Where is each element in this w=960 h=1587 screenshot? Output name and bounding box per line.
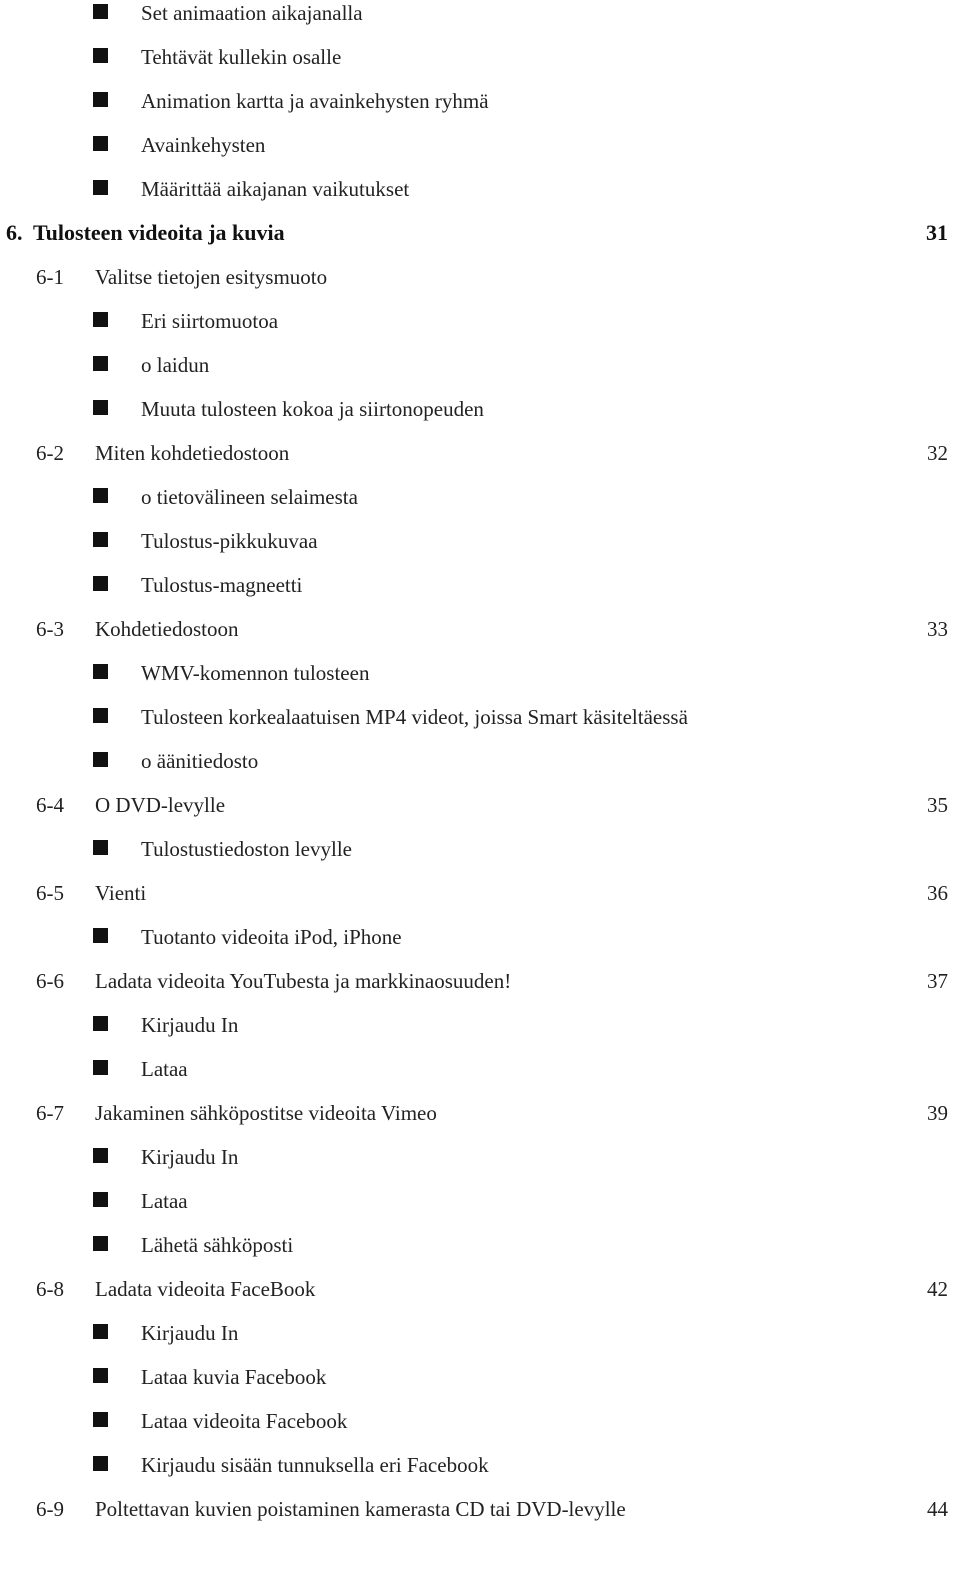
- bullet-item: [0, 1408, 960, 1452]
- square-bullet-icon: [93, 312, 108, 327]
- page-number: 33: [927, 617, 948, 641]
- section-title: Ladata videoita FaceBook: [95, 1277, 316, 1301]
- square-bullet-icon: [93, 1324, 108, 1339]
- square-bullet-icon: [93, 664, 108, 679]
- bullet-item: [0, 1452, 960, 1496]
- bullet-item: [0, 308, 960, 352]
- section-number: 6.: [6, 220, 23, 245]
- bullet-item-text: Lataa videoita Facebook: [141, 1409, 348, 1433]
- bullet-item-text: Kirjaudu In: [141, 1013, 239, 1037]
- bullet-item: [0, 1144, 960, 1188]
- square-bullet-icon: [93, 1016, 108, 1031]
- page-number: 37: [927, 969, 948, 993]
- section-number: 6-8: [36, 1277, 64, 1301]
- section-entry: [0, 880, 960, 924]
- section-number: 6-4: [36, 793, 64, 817]
- section-number: 6-1: [36, 265, 64, 289]
- bullet-item: [0, 484, 960, 528]
- bullet-item-text: Lataa kuvia Facebook: [141, 1365, 327, 1389]
- bullet-item: [0, 1232, 960, 1276]
- bullet-item: [0, 1188, 960, 1232]
- square-bullet-icon: [93, 752, 108, 767]
- section-number: 6-2: [36, 441, 64, 465]
- section-entry: [0, 1276, 960, 1320]
- bullet-item: [0, 528, 960, 572]
- section-title: Miten kohdetiedostoon: [95, 441, 290, 465]
- section-number: 6-9: [36, 1497, 64, 1521]
- bullet-item: [0, 1364, 960, 1408]
- square-bullet-icon: [93, 1148, 108, 1163]
- bullet-item: [0, 1320, 960, 1364]
- square-bullet-icon: [93, 1456, 108, 1471]
- bullet-item: [0, 88, 960, 132]
- bullet-item-text: Lähetä sähköposti: [141, 1233, 294, 1257]
- bullet-item-text: Kirjaudu sisään tunnuksella eri Facebook: [141, 1453, 489, 1477]
- square-bullet-icon: [93, 1236, 108, 1251]
- bullet-item-text: o tietovälineen selaimesta: [141, 485, 358, 509]
- bullet-item: [0, 704, 960, 748]
- bullet-item: [0, 748, 960, 792]
- section-title: Valitse tietojen esitysmuoto: [95, 265, 328, 289]
- bullet-item: [0, 660, 960, 704]
- square-bullet-icon: [93, 4, 108, 19]
- page-number: 44: [927, 1497, 948, 1521]
- square-bullet-icon: [93, 1368, 108, 1383]
- square-bullet-icon: [93, 576, 108, 591]
- square-bullet-icon: [93, 92, 108, 107]
- page-number: 35: [927, 793, 948, 817]
- bullet-item-text: o laidun: [141, 353, 210, 377]
- bullet-item: [0, 836, 960, 880]
- section-entry: [0, 968, 960, 1012]
- section-title: Tulosteen videoita ja kuvia: [33, 220, 285, 245]
- section-title: Poltettavan kuvien poistaminen kamerasta CD tai DVD-levylle: [95, 1497, 626, 1521]
- section-entry: [0, 1496, 960, 1540]
- square-bullet-icon: [93, 136, 108, 151]
- chapter-heading: [0, 220, 960, 264]
- section-number: 6-6: [36, 969, 64, 993]
- bullet-item-text: Eri siirtomuotoa: [141, 309, 279, 333]
- bullet-item-text: Tulostus-magneetti: [141, 573, 303, 597]
- bullet-item-text: Lataa: [141, 1189, 188, 1213]
- bullet-item-text: Muuta tulosteen kokoa ja siirtonopeuden: [141, 397, 484, 421]
- bullet-item-text: Lataa: [141, 1057, 188, 1081]
- bullet-item-text: o äänitiedosto: [141, 749, 259, 773]
- square-bullet-icon: [93, 708, 108, 723]
- page-number: 32: [927, 441, 948, 465]
- bullet-item-text: Animation kartta ja avainkehysten ryhmä: [141, 89, 489, 113]
- bullet-item: [0, 176, 960, 220]
- bullet-item-text: Avainkehysten: [141, 133, 266, 157]
- square-bullet-icon: [93, 400, 108, 415]
- section-number: 6-5: [36, 881, 64, 905]
- section-title: Kohdetiedostoon: [95, 617, 239, 641]
- square-bullet-icon: [93, 928, 108, 943]
- section-title: O DVD-levylle: [95, 793, 226, 817]
- page-number: 31: [926, 220, 948, 245]
- bullet-item-text: Kirjaudu In: [141, 1145, 239, 1169]
- section-entry: [0, 264, 960, 308]
- page-number: 39: [927, 1101, 948, 1125]
- section-number: 6-7: [36, 1101, 64, 1125]
- bullet-item: [0, 0, 960, 44]
- page-number: 36: [927, 881, 948, 905]
- section-entry: [0, 616, 960, 660]
- square-bullet-icon: [93, 48, 108, 63]
- bullet-item-text: Set animaation aikajanalla: [141, 1, 363, 25]
- bullet-item: [0, 572, 960, 616]
- square-bullet-icon: [93, 1192, 108, 1207]
- bullet-item-text: Tuotanto videoita iPod, iPhone: [141, 925, 402, 949]
- bullet-item: [0, 132, 960, 176]
- section-entry: [0, 792, 960, 836]
- bullet-item: [0, 1012, 960, 1056]
- section-entry: [0, 440, 960, 484]
- bullet-item-text: Tehtävät kullekin osalle: [141, 45, 342, 69]
- bullet-item: [0, 1056, 960, 1100]
- square-bullet-icon: [93, 488, 108, 503]
- bullet-item: [0, 396, 960, 440]
- bullet-item-text: Tulosteen korkealaatuisen MP4 videot, joissa Smart käsiteltäessä: [141, 705, 688, 729]
- bullet-item: [0, 44, 960, 88]
- square-bullet-icon: [93, 840, 108, 855]
- bullet-item-text: WMV-komennon tulosteen: [141, 661, 370, 685]
- square-bullet-icon: [93, 180, 108, 195]
- bullet-item-text: Tulostus-pikkukuvaa: [141, 529, 318, 553]
- section-title: Ladata videoita YouTubesta ja markkinaosuuden!: [95, 969, 512, 993]
- square-bullet-icon: [93, 356, 108, 371]
- bullet-item-text: Kirjaudu In: [141, 1321, 239, 1345]
- section-number: 6-3: [36, 617, 64, 641]
- square-bullet-icon: [93, 532, 108, 547]
- bullet-item: [0, 352, 960, 396]
- bullet-item-text: Määrittää aikajanan vaikutukset: [141, 177, 410, 201]
- section-entry: [0, 1100, 960, 1144]
- section-title: Jakaminen sähköpostitse videoita Vimeo: [95, 1101, 437, 1125]
- page-number: 42: [927, 1277, 948, 1301]
- bullet-item-text: Tulostustiedoston levylle: [141, 837, 352, 861]
- square-bullet-icon: [93, 1060, 108, 1075]
- section-title: Vienti: [95, 881, 147, 905]
- bullet-item: [0, 924, 960, 968]
- square-bullet-icon: [93, 1412, 108, 1427]
